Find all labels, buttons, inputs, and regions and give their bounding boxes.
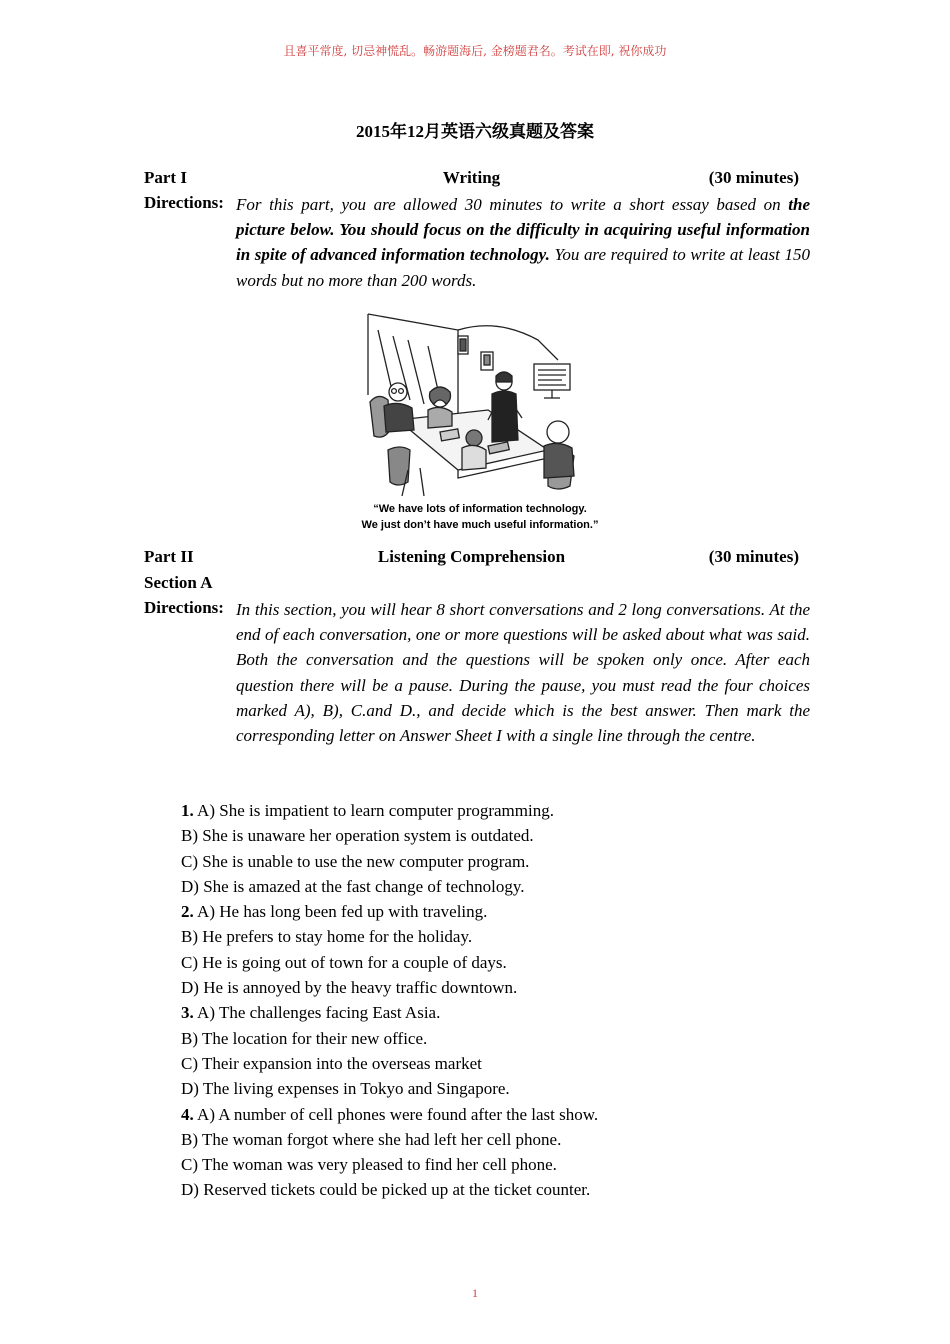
question-2-option-d: D) He is annoyed by the heavy traffic downtown. (181, 978, 518, 998)
part1-directions-text (236, 192, 810, 293)
question-1-option-c: C) She is unable to use the new computer program. (181, 851, 530, 871)
question-3-a-text: A) The challenges facing East Asia. (193, 1003, 441, 1023)
part2-section-label: Section A (144, 573, 213, 592)
question-4-option-c: C) The woman was very pleased to find her cell phone. (181, 1155, 557, 1175)
part2-time: (30 minutes) (708, 547, 799, 566)
question-4-option-b: B) The woman forgot where she had left her cell phone. (181, 1129, 562, 1149)
question-2-option-b: B) He prefers to stay home for the holiday. (181, 927, 473, 947)
question-1-option-b: B) She is unaware her operation system is outdated. (181, 826, 534, 846)
part1-directions-label: Directions: (144, 193, 224, 212)
question-1-a-text: A) She is impatient to learn computer programming. (193, 801, 554, 820)
question-3-option-a (181, 1000, 598, 1025)
question-2-number: 2. (181, 902, 194, 922)
question-4-number: 4. (181, 1104, 194, 1124)
part1-label: Part I (144, 168, 187, 187)
part2-directions-text: In this section, you will hear 8 short conversations and 2 long conversations. At the end of each conversation, one or more questions will be asked about what was said. Both the conversation and the questions will be spoken only once. After each question there will be a pause. During the pause, you must read the four choices marked A), B), C.and D., and decide which is the best answer. Then mark the corresponding letter on Answer Sheet I with a single line through the centre. (236, 600, 810, 746)
question-2-a-text: A) He has long been fed up with traveling. (193, 902, 488, 922)
question-4-a-text: A) A number of cell phones were found after the last show. (193, 1104, 599, 1124)
question-1-option-a (181, 798, 598, 823)
part1-directions-pre: For this part, you are allowed 30 minutes to write a short essay based on (236, 195, 789, 214)
question-1-number: 1. (181, 801, 194, 820)
part1-directions-post: You are required to write at least 150 words but no more than 200 words. (236, 245, 810, 290)
part2-name: Listening Comprehension (377, 547, 566, 566)
question-3-option-d: D) The living expenses in Tokyo and Singapore. (181, 1079, 510, 1099)
question-list (181, 798, 598, 1203)
part1-time: (30 minutes) (708, 168, 799, 187)
meeting-cartoon-illustration (348, 300, 612, 536)
question-3-option-c: C) Their expansion into the overseas market (181, 1053, 482, 1073)
page-number: 1 (472, 1286, 478, 1300)
question-1-option-d: D) She is amazed at the fast change of technology. (181, 876, 525, 896)
part2-label: Part II (144, 547, 194, 566)
document-title: 2015年12月英语六级真题及答案 (356, 122, 594, 141)
question-2-option-a (181, 899, 598, 924)
part2-directions-label: Directions: (144, 598, 224, 617)
header-motto: 且喜平常度, 切忌神慌乱。畅游题海后, 金榜题君名。考试在即, 祝你成功 (283, 44, 667, 58)
question-4-option-a (181, 1102, 598, 1127)
question-3-option-b: B) The location for their new office. (181, 1028, 428, 1048)
cartoon-caption-line2: We just don’t have much useful information.” (361, 519, 599, 531)
cartoon-caption-line1: “We have lots of information technology. (373, 503, 587, 515)
question-4-option-d: D) Reserved tickets could be picked up at the ticket counter. (181, 1180, 591, 1200)
question-3-number: 3. (181, 1003, 194, 1023)
part1-name: Writing (442, 168, 501, 187)
question-2-option-c: C) He is going out of town for a couple of days. (181, 952, 507, 972)
part1-directions-bold: the picture below. You should focus on the difficulty in acquiring useful information in spite of advanced information technology. (236, 195, 810, 265)
